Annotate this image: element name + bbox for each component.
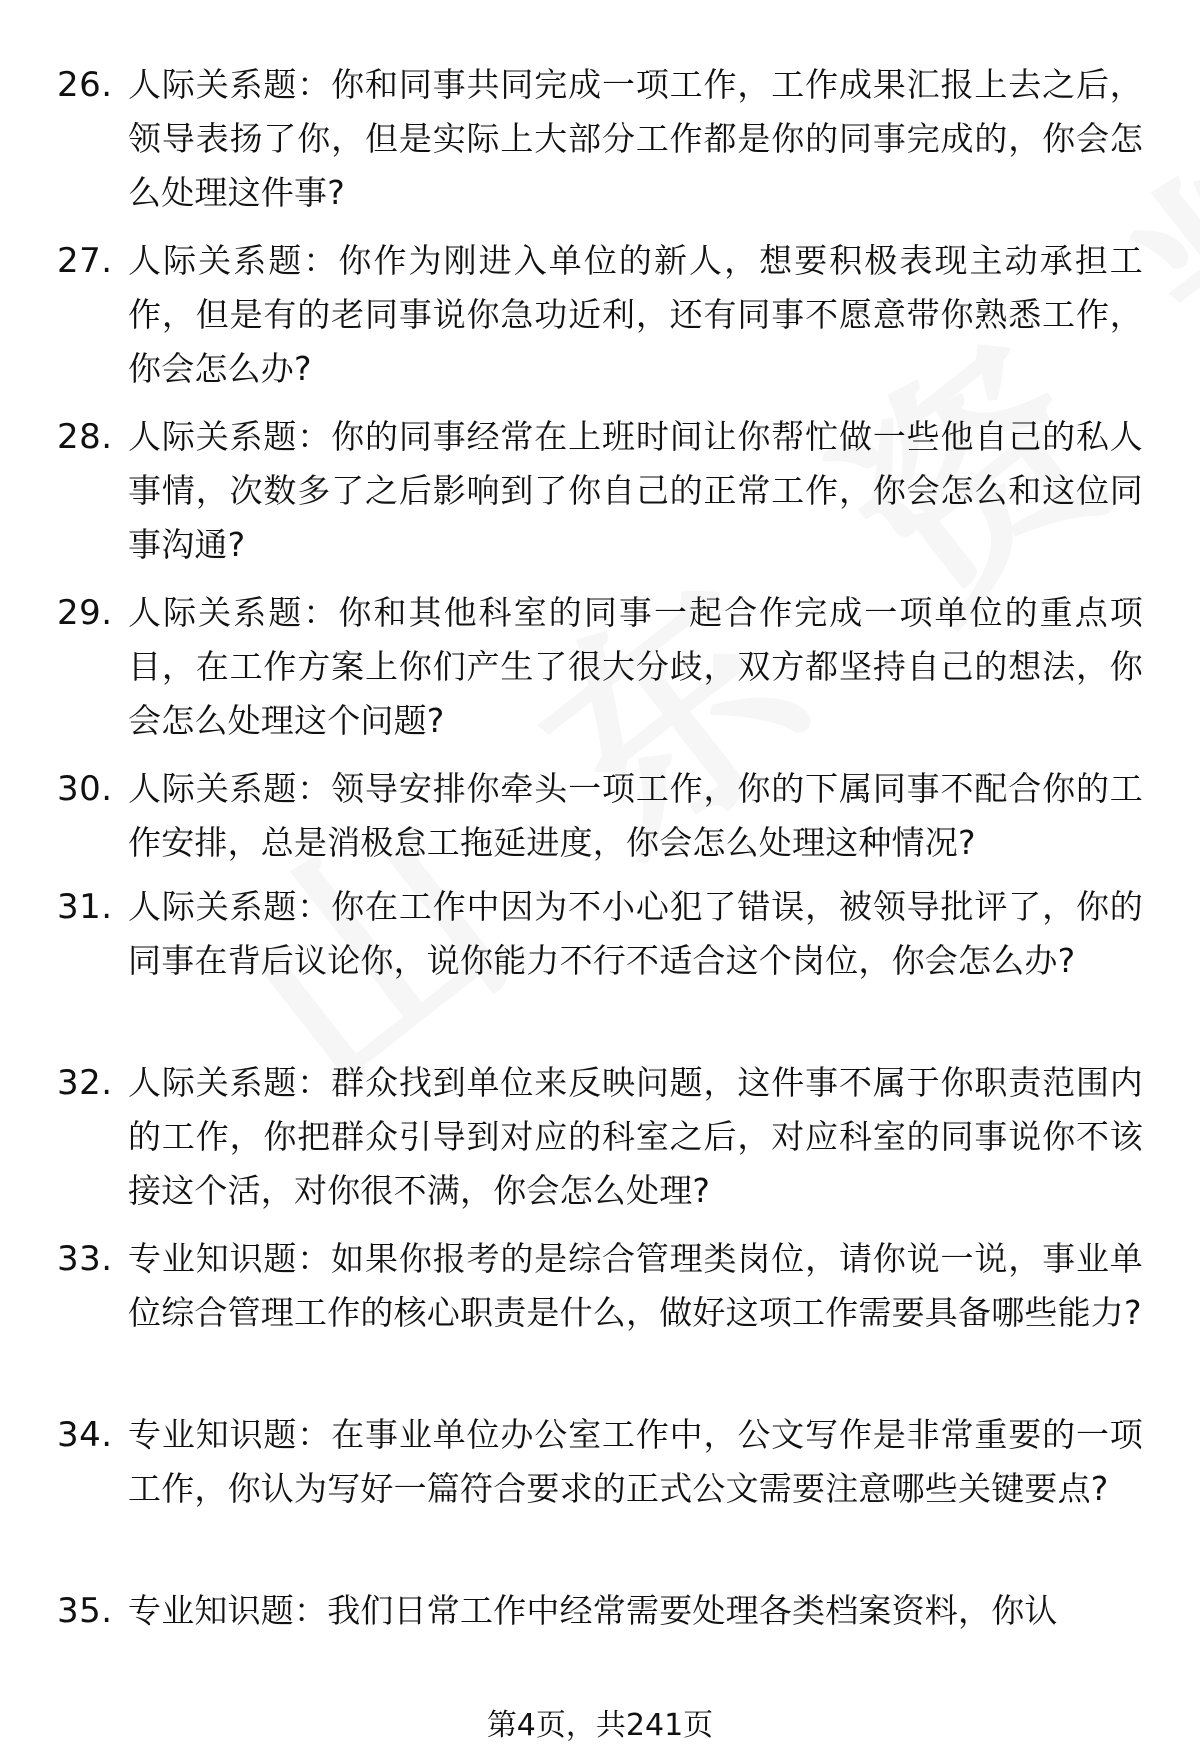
list-item xyxy=(0,410,1200,586)
question-text: 人际关系题：你的同事经常在上班时间让你帮忙做一些他自己的私人事情，次数多了之后影响到了你自己的正常工作，你会怎么和这位同事沟通? xyxy=(128,417,1143,564)
list-item xyxy=(0,586,1200,762)
question-text: 人际关系题：你和同事共同完成一项工作，工作成果汇报上去之后，领导表扬了你，但是实际上大部分工作都是你的同事完成的，你会怎么处理这件事? xyxy=(128,65,1143,212)
question-number: 28. xyxy=(57,417,113,457)
list-item xyxy=(0,880,1200,1056)
question-number: 26. xyxy=(57,65,113,105)
question-text: 人际关系题：领导安排你牵头一项工作，你的下属同事不配合你的工作安排，总是消极怠工拖延进度，你会怎么处理这种情况? xyxy=(128,769,1143,862)
list-item xyxy=(0,1584,1200,1702)
list-item xyxy=(0,1056,1200,1232)
question-number: 27. xyxy=(57,241,113,281)
question-text: 人际关系题：你作为刚进入单位的新人，想要积极表现主动承担工作，但是有的老同事说你急功近利，还有同事不愿意带你熟悉工作，你会怎么办? xyxy=(128,241,1143,388)
question-number: 31. xyxy=(57,887,113,927)
question-text: 人际关系题：你和其他科室的同事一起合作完成一项单位的重点项目，在工作方案上你们产生了很大分歧，双方都坚持自己的想法，你会怎么处理这个问题? xyxy=(128,593,1143,740)
question-text: 专业知识题：我们日常工作中经常需要处理各类档案资料，你认 xyxy=(128,1591,1058,1630)
question-text: 专业知识题：在事业单位办公室工作中，公文写作是非常重要的一项工作，你认为写好一篇符合要求的正式公文需要注意哪些关键要点? xyxy=(128,1415,1143,1508)
question-text: 专业知识题：如果你报考的是综合管理类岗位，请你说一说，事业单位综合管理工作的核心职责是什么，做好这项工作需要具备哪些能力? xyxy=(128,1239,1143,1332)
list-item xyxy=(0,234,1200,410)
list-item xyxy=(0,58,1200,234)
question-number: 30. xyxy=(57,769,113,809)
question-number: 35. xyxy=(57,1591,113,1631)
list-item xyxy=(0,1408,1200,1584)
question-text: 人际关系题：你在工作中因为不小心犯了错误，被领导批评了，你的同事在背后议论你，说你能力不行不适合这个岗位，你会怎么办? xyxy=(128,887,1143,980)
question-text: 人际关系题：群众找到单位来反映问题，这件事不属于你职责范围内的工作，你把群众引导到对应的科室之后，对应科室的同事说你不该接这个活，对你很不满，你会怎么处理? xyxy=(128,1063,1143,1210)
question-number: 33. xyxy=(57,1239,113,1279)
list-item xyxy=(0,762,1200,880)
question-number: 32. xyxy=(57,1063,113,1103)
question-number: 34. xyxy=(57,1415,113,1455)
page-footer: 第4页，共241页 xyxy=(486,1708,714,1743)
question-number: 29. xyxy=(57,593,113,633)
list-item xyxy=(0,1232,1200,1408)
question-list xyxy=(0,58,1200,1702)
